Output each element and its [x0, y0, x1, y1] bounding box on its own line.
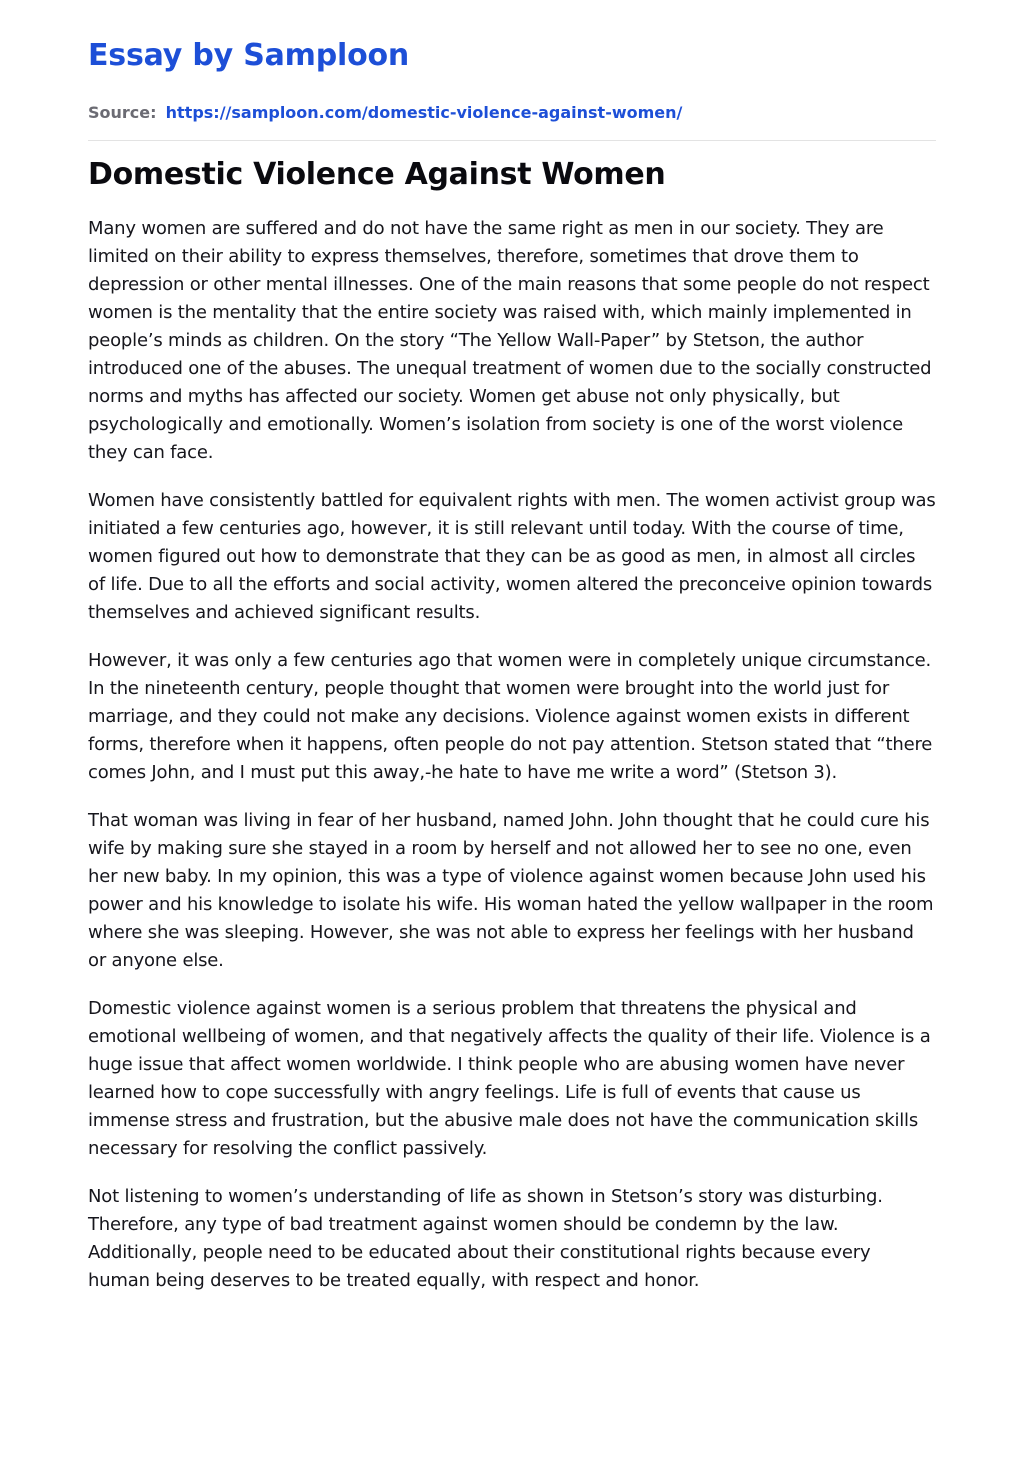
source-link[interactable]: https://samploon.com/domestic-violence-against-women/: [165, 103, 683, 122]
essay-paragraph-5: Domestic violence against women is a serious problem that threatens the physical and emotional wellbeing of women, and that negatively affects the quality of their life. Violence is a huge issue that affect women worldwide. I think people who are abusing women have never learned how to cope successfully with angry feelings. Life is full of events that cause us immense stress and frustration, but the abusive male does not have the communication skills necessary for resolving the conflict passively.: [88, 998, 931, 1159]
header-divider: [88, 140, 936, 141]
essay-paragraph-4: That woman was living in fear of her husband, named John. John thought that he could cure his wife by making sure she stayed in a room by herself and not allowed her to see no one, even her new baby. In my opinion, this was a type of violence against women because John used his power and his knowledge to isolate his wife. His woman hated the yellow wallpaper in the room where she was sleeping. However, she was not able to express her feelings with her husband or anyone else.: [88, 810, 934, 971]
essay-paragraph-3: However, it was only a few centuries ago that women were in completely unique circumstance. In the nineteenth century, people thought that women were brought into the world just for marriage, and they could not make any decisions. Violence against women exists in different forms, therefore when it happens, often people do not pay attention. Stetson stated that “there comes John, and I must put this away,-he hate to have me write a word” (Stetson 3).: [88, 650, 933, 783]
essay-paragraph-2: Women have consistently battled for equivalent rights with men. The women activist group was initiated a few centuries ago, however, it is still relevant until today. With the course of time, women figured out how to demonstrate that they can be as good as men, in almost all circles of life. Due to all the efforts and social activity, women altered the preconceive opinion towards themselves and achieved significant results.: [88, 490, 936, 623]
document-page: [88, 0, 936, 1315]
site-brand-heading: Essay by Samploon: [88, 38, 410, 73]
essay-body: [88, 215, 936, 1295]
essay-title: Domestic Violence Against Women: [88, 157, 666, 192]
essay-paragraph-6: Not listening to women’s understanding of life as shown in Stetson’s story was disturbing. Therefore, any type of bad treatment against women should be condemn by the law. Additionally, people need to be educated about their constitutional rights because every human being deserves to be treated equally, with respect and honor.: [88, 1186, 883, 1291]
essay-paragraph-1: Many women are suffered and do not have the same right as men in our society. They are limited on their ability to express themselves, therefore, sometimes that drove them to depression or other mental illnesses. One of the main reasons that some people do not respect women is the mentality that the entire society was raised with, which mainly implemented in people’s minds as children. On the story “The Yellow Wall-Paper” by Stetson, the author introduced one of the abuses. The unequal treatment of women due to the socially constructed norms and myths has affected our society. Women get abuse not only physically, but psychologically and emotionally. Women’s isolation from society is one of the worst violence they can face.: [88, 218, 932, 463]
source-line: [88, 102, 936, 124]
source-label: Source:: [88, 103, 157, 122]
